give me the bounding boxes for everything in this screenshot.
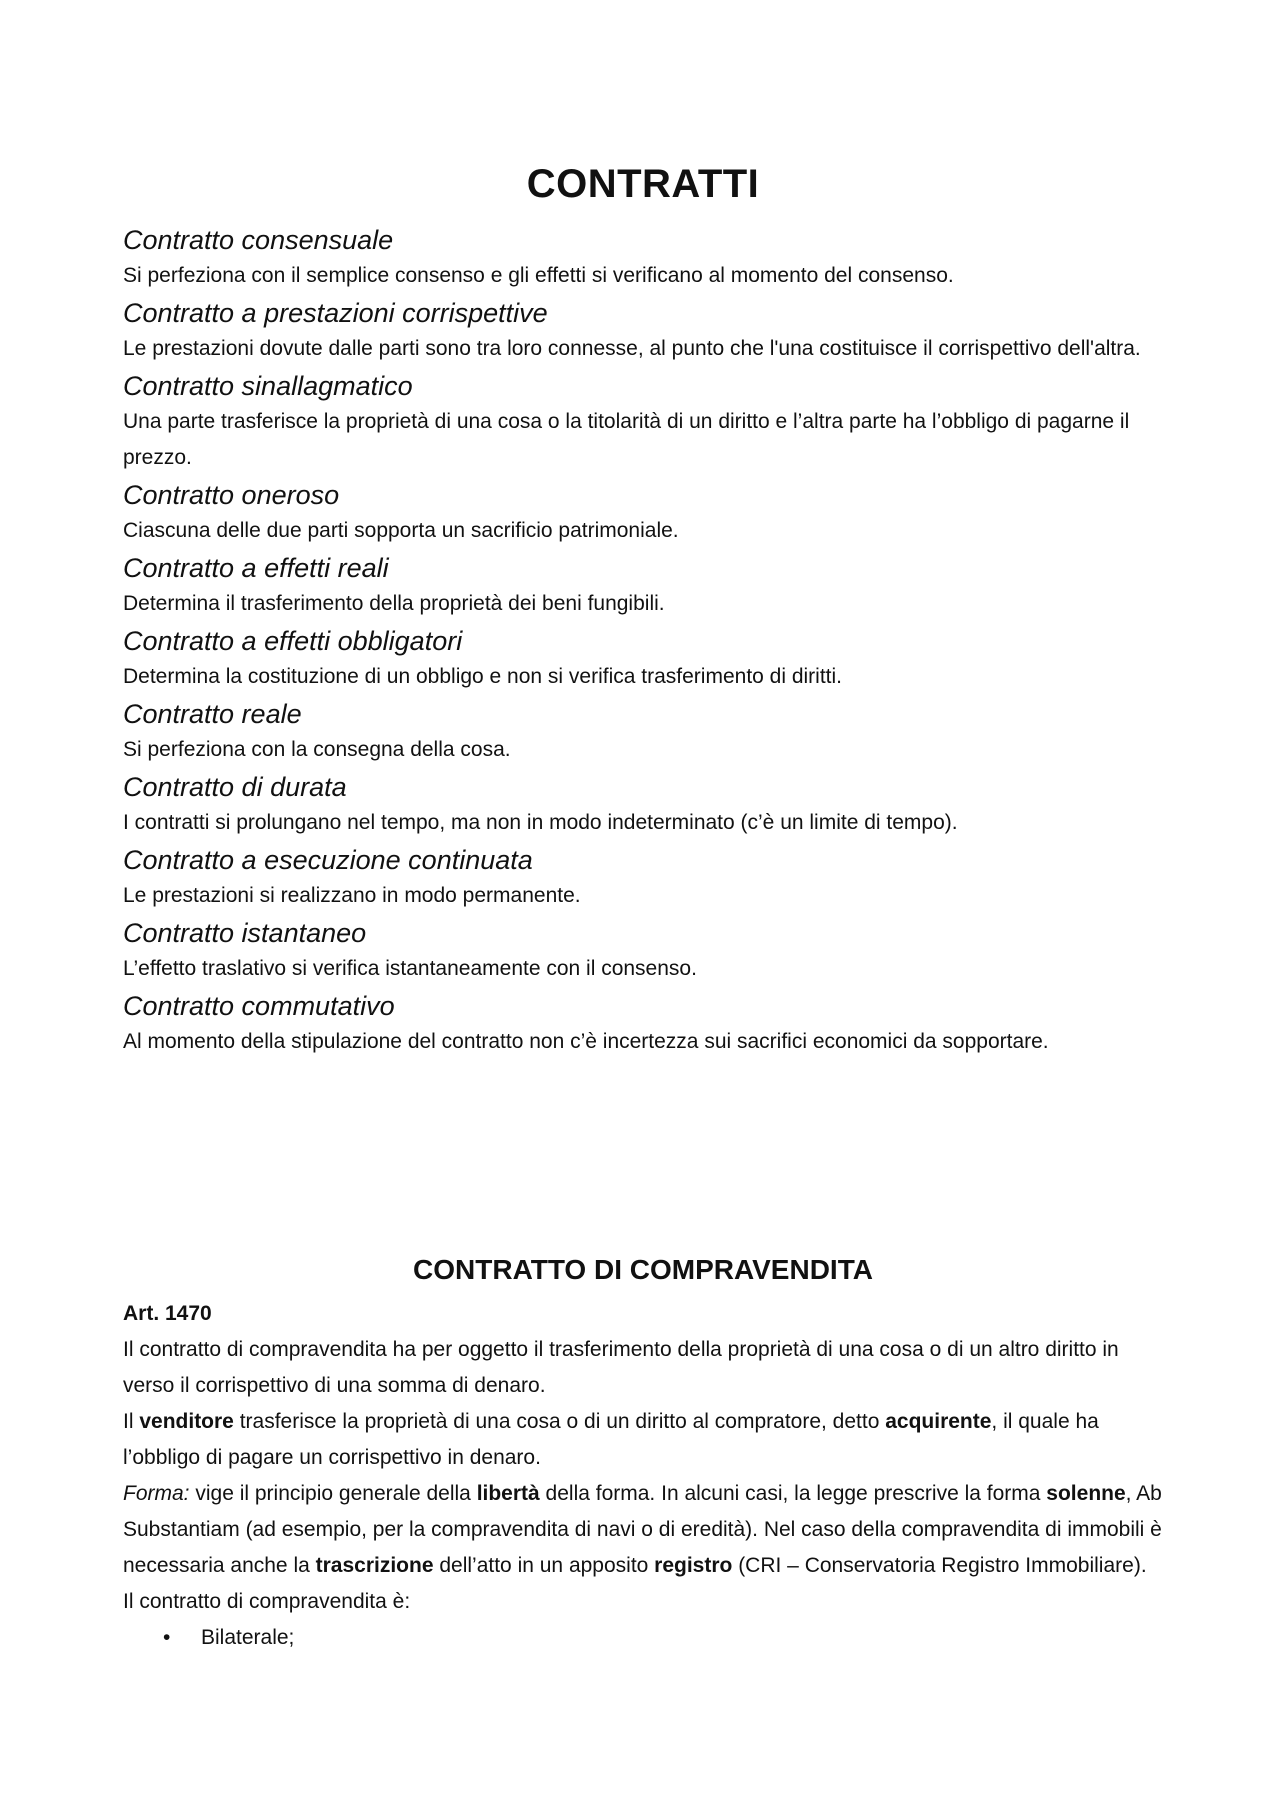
definition-term: Contratto istantaneo (123, 918, 367, 948)
page-title: CONTRATTI (526, 162, 760, 206)
definition-text: Si perfeziona con la consegna della cosa. (123, 738, 511, 761)
section-title: CONTRATTO DI COMPRAVENDITA (413, 1254, 873, 1285)
definition-text: Le prestazioni dovute dalle parti sono tra loro connesse, al punto che l'una costituisce il corrispettivo dell'altra. (123, 337, 1141, 360)
definition-term: Contratto commutativo (123, 991, 395, 1021)
definition-text: Ciascuna delle due parti sopporta un sacrificio patrimoniale. (123, 519, 679, 542)
definitions-list (123, 222, 1163, 1061)
definition-text: Determina la costituzione di un obbligo e non si verifica trasferimento di diritti. (123, 665, 843, 688)
text-run: , Ab Substantiam (ad esempio, per la compravendita di navi o di eredità). Nel caso della compravendita di immobili è necessaria anche la (123, 1482, 1162, 1577)
definition-term: Contratto a esecuzione continuata (123, 845, 533, 875)
section-body (123, 1296, 1163, 1656)
definition-term: Contratto oneroso (123, 480, 340, 510)
definition-term: Contratto a effetti reali (123, 553, 389, 583)
bold-term: libertà (476, 1482, 540, 1505)
definition-term: Contratto a prestazioni corrispettive (123, 298, 548, 328)
definition-text: L’effetto traslativo si verifica istantaneamente con il consenso. (123, 957, 697, 980)
text-run: (CRI – Conservatoria Registro Immobiliare). (732, 1554, 1147, 1577)
bold-term: registro (654, 1554, 733, 1577)
text-run: vige il principio generale della (189, 1482, 477, 1505)
text-run: , il quale ha l’obbligo di pagare un corrispettivo in denaro. (123, 1410, 1099, 1469)
paragraph: Il contratto di compravendita è: (123, 1590, 411, 1613)
definition-text: Determina il trasferimento della proprietà dei beni fungibili. (123, 592, 665, 615)
bold-term: venditore (139, 1410, 234, 1433)
definition-text: Si perfeziona con il semplice consenso e gli effetti si verificano al momento del consenso. (123, 264, 954, 287)
article-label: Art. 1470 (123, 1302, 212, 1325)
definition-term: Contratto a effetti obbligatori (123, 626, 463, 656)
bullet-icon: • (163, 1626, 171, 1649)
definition-text: Al momento della stipulazione del contratto non c’è incertezza sui sacrifici economici da sopportare. (123, 1030, 1049, 1053)
paragraph (123, 1476, 1163, 1584)
definition-text: I contratti si prolungano nel tempo, ma non in modo indeterminato (c’è un limite di tempo). (123, 811, 958, 834)
list-item-text: Bilaterale; (201, 1626, 295, 1649)
italic-label: Forma: (123, 1482, 190, 1505)
definition-text: Una parte trasferisce la proprietà di una cosa o la titolarità di un diritto e l’altra parte ha l’obbligo di pagarne il prezzo. (123, 410, 1130, 469)
definition-term: Contratto reale (123, 699, 302, 729)
definition-term: Contratto consensuale (123, 225, 394, 255)
text-run: trasferisce la proprietà di una cosa o di un diritto al compratore, detto (233, 1410, 886, 1433)
bold-term: solenne (1046, 1482, 1126, 1505)
list-item (123, 1620, 1163, 1656)
paragraph: Il contratto di compravendita ha per oggetto il trasferimento della proprietà di una cosa o di un altro diritto in verso il corrispettivo di una somma di denaro. (123, 1338, 1119, 1397)
text-run: dell’atto in un apposito (433, 1554, 655, 1577)
bold-term: acquirente (885, 1410, 992, 1433)
bold-term: trascrizione (315, 1554, 434, 1577)
text-run: Il (123, 1410, 140, 1433)
text-run: della forma. In alcuni casi, la legge prescrive la forma (539, 1482, 1047, 1505)
paragraph (123, 1404, 1163, 1476)
definition-text: Le prestazioni si realizzano in modo permanente. (123, 884, 581, 907)
definition-term: Contratto di durata (123, 772, 347, 802)
bullet-list (123, 1620, 1163, 1656)
definition-term: Contratto sinallagmatico (123, 371, 413, 401)
